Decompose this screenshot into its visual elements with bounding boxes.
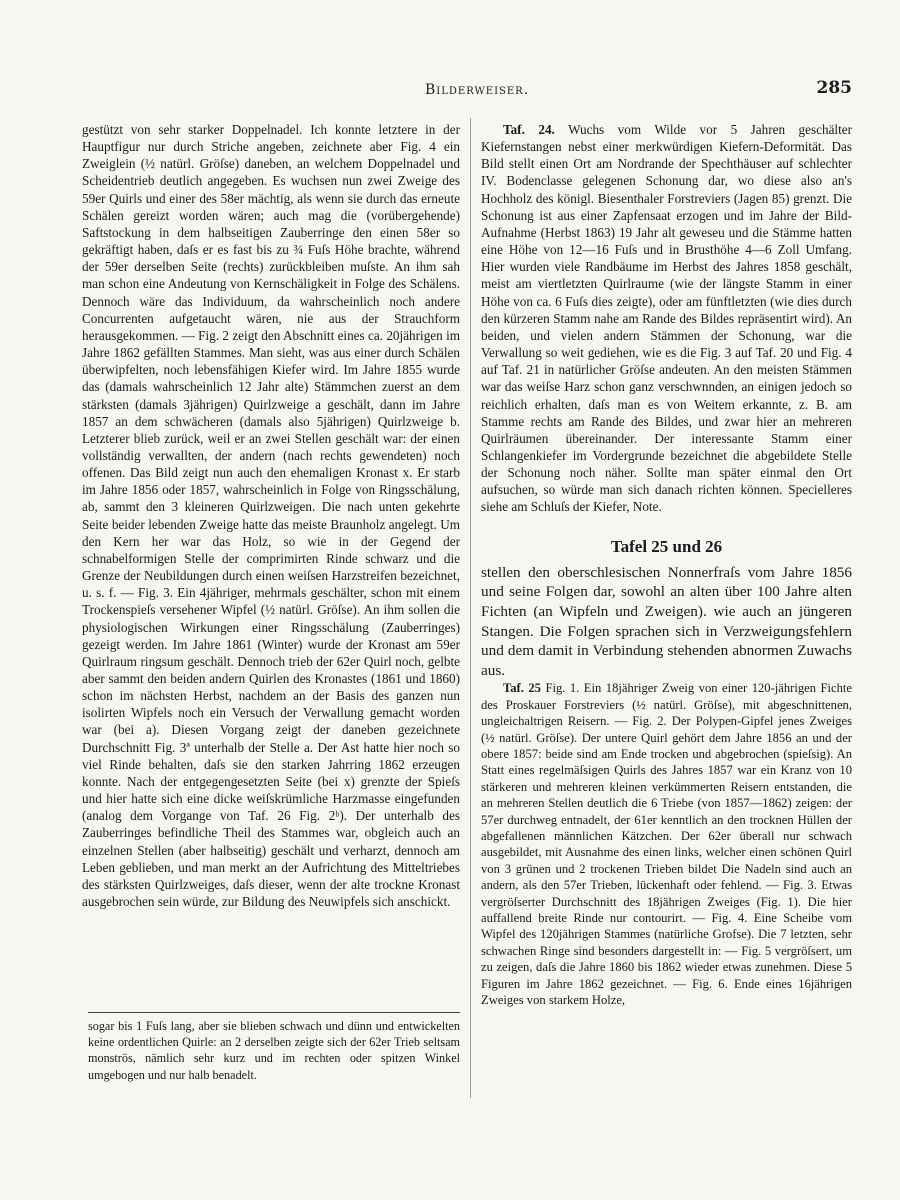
- taf24-paragraph: [481, 121, 852, 516]
- footnote-rule: [88, 1012, 460, 1013]
- column-divider: [470, 118, 471, 1098]
- page-number: 285: [816, 78, 852, 98]
- footnote: sogar bis 1 Fuſs lang, aber sie blieben schwach und dünn und entwickelten keine ordentlichen Quirle: an 2 derselben zeigte sich der 62er Trieb seltsam monströs, nämlich sehr kurz und im rechten oder spitzen Winkel umgebogen und nur halb benadelt.: [88, 1019, 460, 1082]
- left-column: [82, 121, 460, 910]
- taf24-label: Taf. 24.: [503, 122, 555, 137]
- running-title: Bilderweiser.: [425, 82, 530, 98]
- right-column: [481, 121, 852, 1008]
- left-body-paragraph: gestützt von sehr starker Doppelnadel. Ich konnte letztere in der Hauptfigur nur durch Striche angeben, zeichnete aber Fig. 4 ein Zweiglein (½ natürl. Gröſse) daneben, an welchem Doppelnadel und Scheidentrieb deutlich angegeben. Es wuchsen nun zwei Zweige des 59er Quirls und einer des 58er mächtig, als wenn sie durch das erneute Schälen gereizt worden wären; auch mag die (vorübergehende) Saftstockung in dem halbseitigen Zauberringe den einen 58er so gekräftigt haben, daſs er es fast bis zu ¾ Fuſs Höhe brachte, während der 59er derselben Seite (rechts) zurückbleiben muſste. An ihm sah man schon eine Andeutung von Kernschäligkeit in Folge des Schälens. Dennoch wäre das Individuum, da wahrscheinlich noch andere Concurrenten aufgetaucht wären, nie aus der Strauchform herausgekommen. — Fig. 2 zeigt den Abschnitt eines ca. 20jährigen im Jahre 1862 gefällten Stammes. Man sieht, was aus einer durch Schälen überwipfelten, noch lebensfähigen Kiefer wird. Im Jahre 1855 wurde das (damals wahrscheinlich 12 Jahr alte) Stämmchen zuerst an dem stärksten (damals 3jährigen) Quirlzweige a geschält, dann im Jahre 1857 an dem schwächeren (damals also 5jährigen) Quirlzweige b. Letzterer blieb zurück, weil er an zwei Stellen geschält war: der einen vollständig verwallten, der andern (nach rechts gewendeten) noch offenen. Das Bild zeigt nun auch den ehemaligen Kronast x. Er starb im Jahre 1856 oder 1857, wahrscheinlich in Folge von Ringsschälung, ab, sammt den 3 kleineren Quirlzweigen. Die nach unten gekehrte Seite beider lebenden Zweige hatte das meiste Braunholz angelegt. Um den Kern her war das Holz, so wie in der Gegend der schnabelformigen Stelle der comprimirten Rinde schwarz und die Grenze der Neubildungen durch einen weiſsen Harzstreifen bezeichnet, u. s. f. — Fig. 3. Ein 4jähriger, mehrmals geschälter, schon mit einem Trockenspieſs versehener Wipfel (½ natürl. Gröſse). An ihm sollen die physiologischen Wirkungen einer Ringsschälung (Zauberringes) gezeigt werden. Im Jahre 1861 (Winter) wurde der Kronast am 59er Quirlraum ringsum geschält. Dennoch trieb der 62er Quirl noch, gelbte aber sammt den beiden andern Quirlen des Kronastes (1861 und 1860) schon im nächsten Herbst, nachdem an der Basis des ganzen nun isolirten Wipfels noch ein Versuch der Verwallung gemacht worden war (bei a). Diesen Vorgang zeigt der daneben gezeichnete Durchschnitt Fig. 3ª unterhalb der Stelle a. Der Ast hatte hier noch so viel Rinde behalten, daſs sie den starken Jahrring 1862 erzeugen konnte. Nach der entgegengesetzten Seite (bei x) grenzte der Spieſs und hier hatte sich eine dicke weiſskrümliche Harzmasse eingefunden (analog dem Vorgange von Taf. 26 Fig. 2ᵇ). Der unterhalb des Zauberringes befindliche Theil des Stammes war, obgleich auch an einzelnen Stellen (aber halbseitig) geschält und verharzt, dennoch am Leben geblieben, und man merkt an der Aufrichtung des Mitteltriebes des stärksten Quirlzweiges, daſs dieser, wenn der alte trockne Kronast ausgebrochen sein würde, zur Bildung des Neuwipfels sich anschickt.: [82, 122, 460, 910]
- intro-paragraph: stellen den oberschlesischen Nonnerfraſs vom Jahre 1856 und seine Folgen dar, sowohl an alten über 100 Jahre alten Fichten (an Wipfeln und Zweigen). wie auch an jüngeren Stangen. Die Folgen sprachen sich in Verzweigungsfehlern und dem damit in Verbindung stehenden abnormen Zuwachs aus.: [481, 563, 852, 679]
- running-header: [80, 78, 852, 104]
- section-heading: Tafel 25 und 26: [610, 536, 723, 556]
- taf25-text: Fig. 1. Ein 18jähriger Zweig von einer 120-jährigen Fichte des Proskauer Forstreviers (½ natürl. Gröſse), mit abgeschnittenen, ungleichaltrigen Reisern. — Fig. 2. Der Polypen-Gipfel jenes Zweiges (½ natürl. Gröſse). Der untere Quirl gehört dem Jahre 1856 an und der obere 1857: beide sind am Ende trocken und abgebrochen (spieſsig). An Statt eines regelmäſsigen Quirls des Jahres 1857 war ein Kranz von 10 stärkeren und mehreren kleinen verkümmerten Reisern entstanden, die an mehreren Stellen deutlich die 6 Triebe (von 1857—1862) zeigen: der 57er durchweg entnadelt, der 61er kenntlich an den trocknen Hüllen der abgefallenen männlichen Kätzchen. Der 62er überall nur schwach ausgebildet, mit Ausnahme des einen links, welcher einen schönen Quirl von 3 grünen und 2 trockenen Trieben bildet Die Nadeln sind auch an andern, als den 57er Trieben, lückenhaft oder fehlend. — Fig. 3. Etwas vergröſserter Durchschnitt des 18jährigen Zweiges (Fig. 1). Die hier auffallend breite Rinde nur contourirt. — Fig. 4. Eine Scheibe vom Wipfel des 120jährigen Stammes (natürliche Grofse). Die 7 letzten, sehr schwachen Ringe sind besonders dargestellt in: — Fig. 5 vergröſsert, um zu zeigen, daſs die Jahre 1860 bis 1862 wieder etwas zunehmen. Diese 5 Figuren im Jahre 1862 gezeichnet. — Fig. 6. Ende eines 16jährigen Zweiges von starkem Holze,: [481, 681, 852, 1008]
- taf25-label: Taf. 25: [503, 681, 541, 696]
- taf24-text: Wuchs vom Wilde vor 5 Jahren geschälter Kiefernstangen nebst einer merkwürdigen Kiefern-Deformität. Das Bild stellt einen Ort am Nordrande der Spechthäuser auf schlechter IV. Bodenclasse gelegenen Schonung dar, wo diese also an's Hochholz des königl. Biesenthaler Forstreviers (Jagen 85) grenzt. Die Schonung ist aus einer Zapfensaat erzogen und im Jahre der Bild-Aufnahme (Herbst 1863) 19 Jahr alt geweseu und die Stämme hatten eine Höhe von 12—16 Fuſs und in Brusthöhe 4—6 Zoll Umfang. Hier wurden viele Randbäume im Herbst des Jahres 1858 geschält, meist am viertletzten Quirlraume (wie der längste Stamm in einer Höhe von ca. 6 Fuſs dies zeigte), oder am fünftletzten (wie dies durch den kürzeren Stamm nahe am Rande des Bildes repräsentirt wird). An beiden, und vielen andern Stämmen der Schonung, war die Verwallung so weit gediehen, wie es die Fig. 3 auf Taf. 20 und Fig. 4 auf Taf. 21 in natürlicher Gröſse andeuten. An den meisten Stämmen war das weiſse Harz schon ganz verschwnnden, an einigen jedoch so reichlich erhalten, daſs man es von Weitem erkannte, z. B. am Stamme rechts am Rande des Bildes, und zwar hier an mehreren Quirlräumen übereinander. Der interessante Stamm einer Schlangenkiefer im Vordergrunde bezeichnet die abgebildete Stelle der Schonung noch näher. Sollte man später einmal den Ort aufsuchen, so würde man sich danach richten können. Specielleres siehe am Schluſs der Kiefer, Note.: [481, 122, 852, 515]
- taf25-paragraph: [481, 680, 852, 1008]
